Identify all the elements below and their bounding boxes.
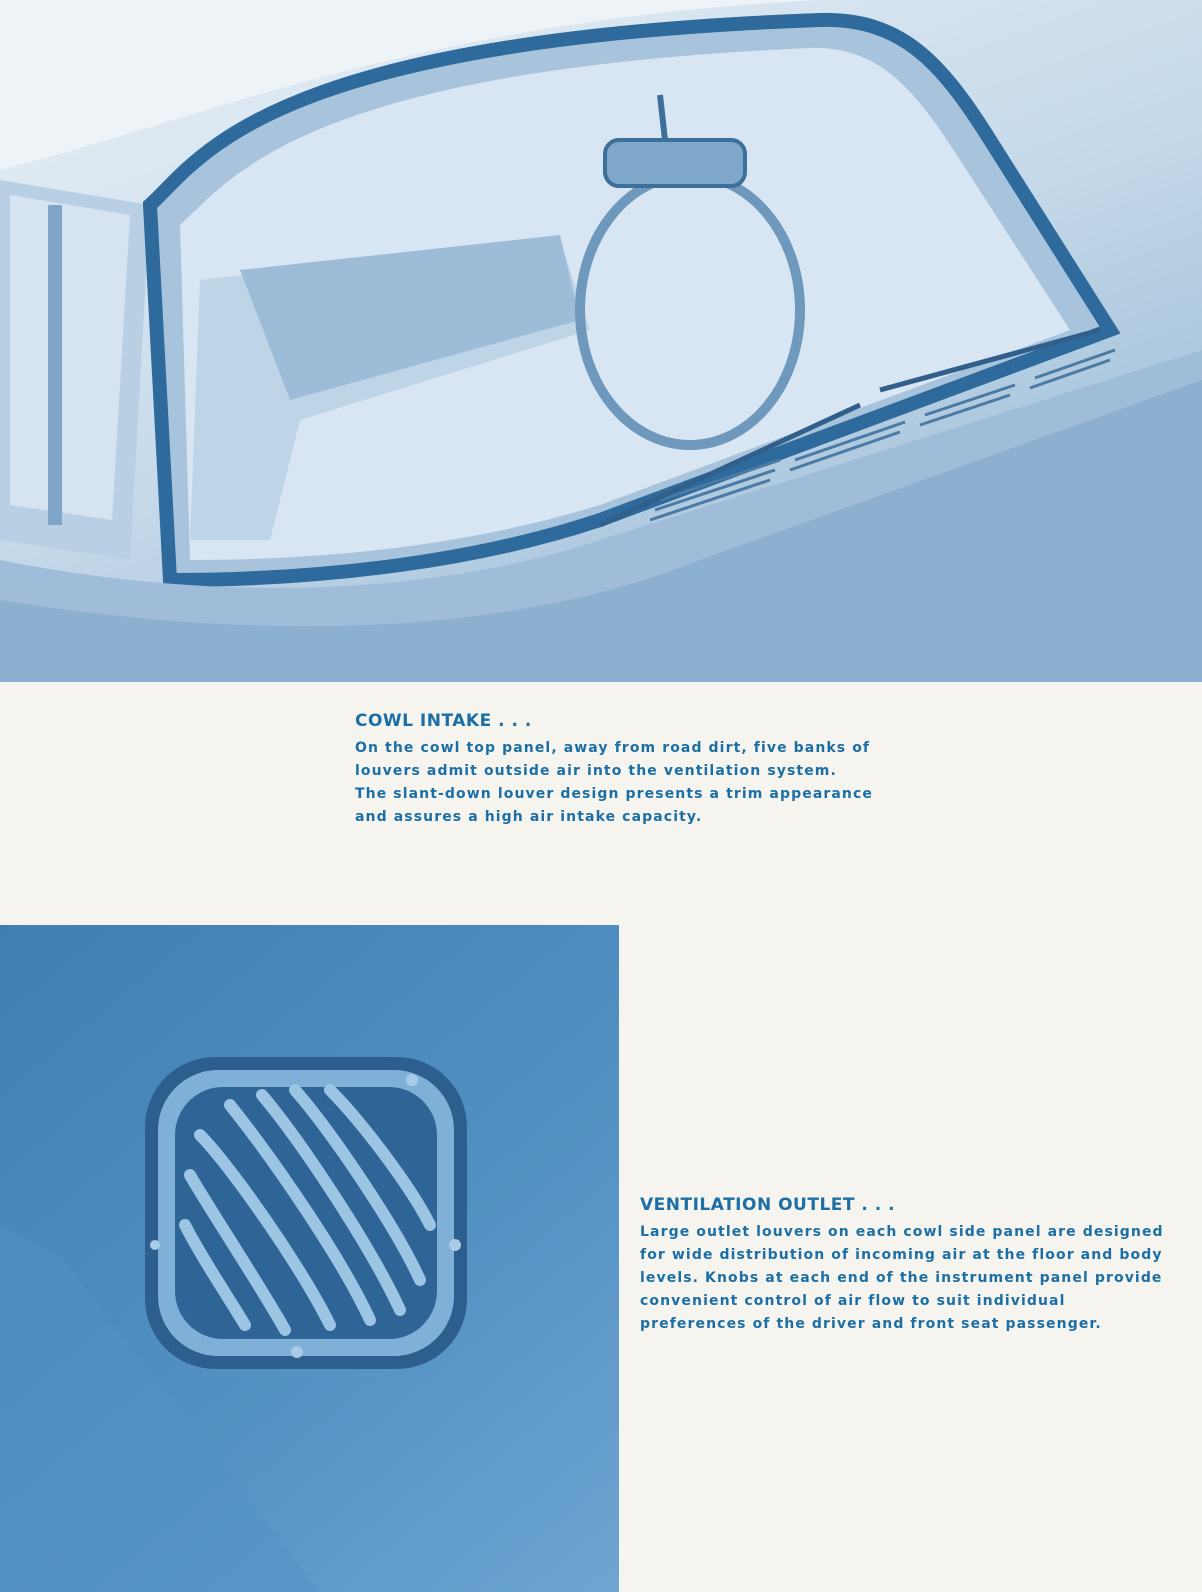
cowl-intake-caption bbox=[355, 711, 875, 829]
ventilation-outlet-body: Large outlet louvers on each cowl side panel are designed for wide distribution of incoming air at the floor and body levels. Knobs at each end of the instrument panel provide convenient control of air flow to suit individual preferences of the driver and front seat passenger. bbox=[640, 1224, 1164, 1332]
ventilation-outlet-photo bbox=[0, 925, 619, 1592]
cowl-intake-photo bbox=[0, 0, 1202, 682]
cowl-intake-body: On the cowl top panel, away from road dirt, five banks of louvers admit outside air into the ventilation system. The slant-down louver design presents a trim appearance and assures a high air intake capacity. bbox=[355, 740, 873, 825]
cowl-intake-heading: COWL INTAKE . . . bbox=[355, 711, 532, 731]
ventilation-outlet-caption bbox=[640, 1195, 1175, 1336]
ventilation-outlet-heading: VENTILATION OUTLET . . . bbox=[640, 1195, 896, 1215]
